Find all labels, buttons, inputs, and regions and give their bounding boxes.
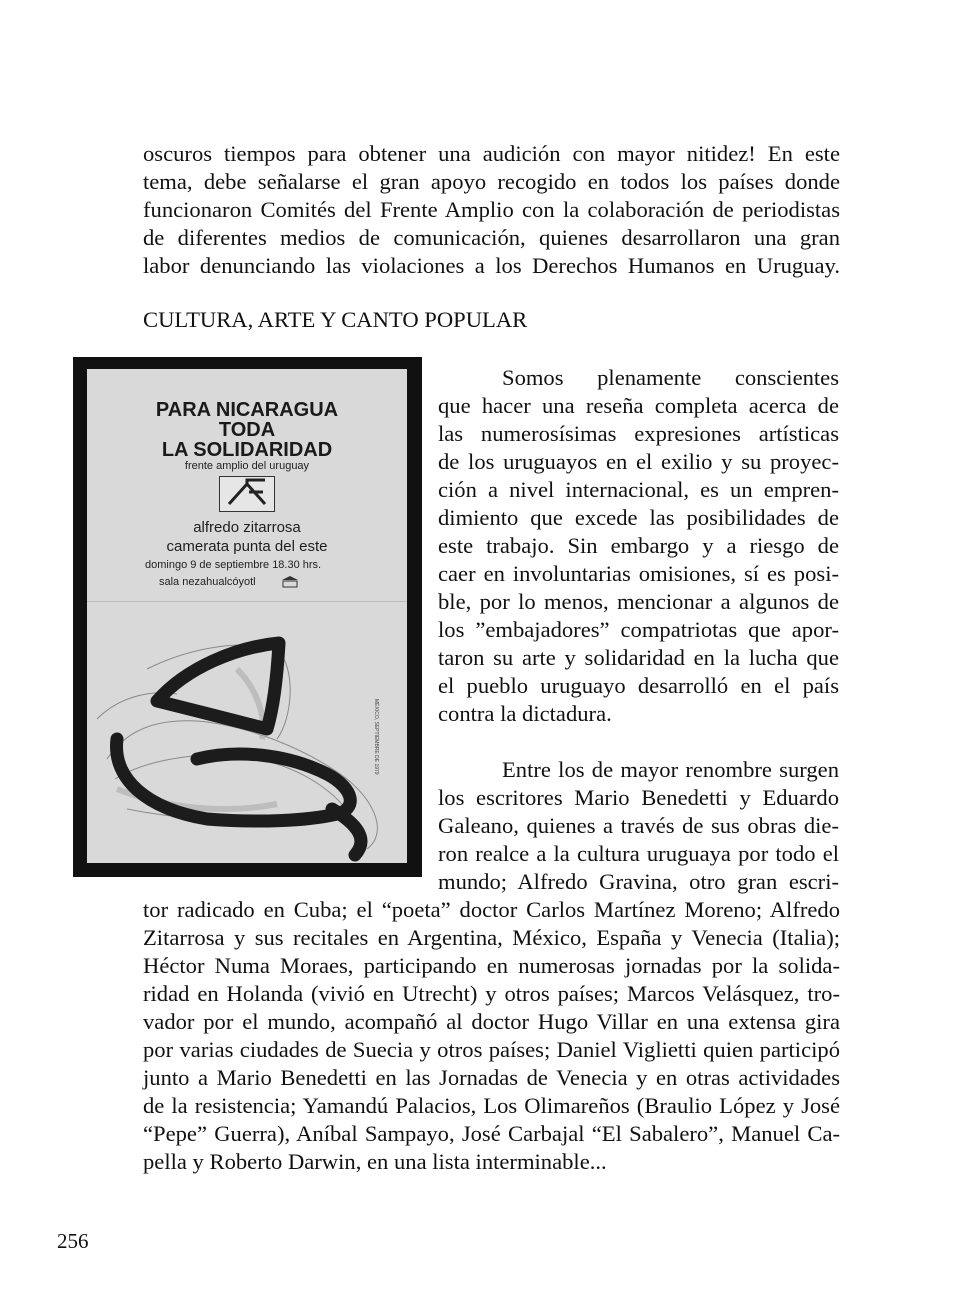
text-line: caer en involuntarias omisiones, sí es posi-: [438, 561, 839, 586]
text-line: ridad en Holanda (vivió en Utrecht) y otros países; Marcos Velásquez, tro-: [143, 981, 840, 1006]
poster-subtitle: frente amplio del uruguay: [184, 460, 310, 472]
section-heading: CULTURA, ARTE Y CANTO POPULAR: [143, 307, 528, 332]
text-line: Galeano, quienes a través de sus obras die-: [438, 813, 839, 838]
poster-sheet: [87, 369, 407, 863]
text-line: el pueblo uruguayo desarrolló en el país: [438, 673, 839, 698]
text-line: de diferentes medios de comunicación, quienes desarrollaron una gran: [143, 225, 840, 250]
text-line: mundo; Alfredo Gravina, otro gran escri-: [438, 869, 839, 894]
text-line: vador por el mundo, acompañó al doctor Hugo Villar en una extensa gira: [143, 1009, 840, 1034]
text-line: oscuros tiempos para obtener una audición con mayor nitidez! En este: [143, 141, 840, 166]
venue-building-icon: [281, 575, 299, 589]
poster-side-caption: MÉXICO, SEPTIEMBRE DE 1979: [373, 699, 379, 775]
abstract-brush-artwork: [87, 609, 407, 863]
text-line: dimiento que excede las posibilidades de: [438, 505, 839, 530]
poster-date-line: domingo 9 de septiembre 18.30 hrs.: [145, 559, 322, 571]
page-number: 256: [57, 1229, 89, 1253]
text-line: funcionaron Comités del Frente Amplio con la colaboración de periodistas: [143, 197, 840, 222]
text-line: este trabajo. Sin embargo y a riesgo de: [438, 533, 839, 558]
text-line: de los uruguayos en el exilio y su proyec-: [438, 449, 839, 474]
text-line: tor radicado en Cuba; el “poeta” doctor Carlos Martínez Moreno; Alfredo: [143, 897, 840, 922]
text-line: los escritores Mario Benedetti y Eduardo: [438, 785, 839, 810]
text-line: ble, por lo menos, mencionar a algunos de: [438, 589, 839, 614]
text-line: pella y Roberto Darwin, en una lista interminable...: [143, 1149, 607, 1174]
text-line: ron realce a la cultura uruguaya por todo el: [438, 841, 839, 866]
poster-venue: sala nezahualcóyotl: [159, 576, 256, 588]
text-line: los ”embajadores” compatriotas que apor-: [438, 617, 839, 642]
frente-amplio-logo-icon: [219, 476, 275, 512]
text-line: Somos plenamente conscientes: [502, 365, 839, 390]
text-line: las numerosísimas expresiones artísticas: [438, 421, 839, 446]
text-line: labor denunciando las violaciones a los Derechos Humanos en Uruguay.: [143, 253, 840, 278]
text-line: de la resistencia; Yamandú Palacios, Los Olimareños (Braulio López y José: [143, 1093, 840, 1118]
text-line: Entre los de mayor renombre surgen: [502, 757, 839, 782]
text-line: Zitarrosa y sus recitales en Argentina, México, España y Venecia (Italia);: [143, 925, 840, 950]
text-line: tema, debe señalarse el gran apoyo recogido en todos los países donde: [143, 169, 840, 194]
poster-title-line: TODA: [218, 419, 276, 441]
poster-artist-line: camerata punta del este: [166, 538, 328, 555]
poster-title-line: PARA NICARAGUA: [155, 399, 339, 421]
text-line: Héctor Numa Moraes, participando en numerosas jornadas por la solida-: [143, 953, 840, 978]
text-line: junto a Mario Benedetti en las Jornadas de Venecia y en otras actividades: [143, 1065, 840, 1090]
poster-artist-line: alfredo zitarrosa: [193, 519, 301, 536]
poster-fold-line: [87, 601, 407, 602]
text-line: “Pepe” Guerra), Aníbal Sampayo, José Carbajal “El Sabalero”, Manuel Ca-: [143, 1121, 840, 1146]
text-line: por varias ciudades de Suecia y otros países; Daniel Viglietti quien participó: [143, 1037, 840, 1062]
text-line: taron su arte y solidaridad en la lucha que: [438, 645, 839, 670]
poster-photo: [73, 357, 422, 877]
text-line: ción a nivel internacional, es un empren-: [438, 477, 839, 502]
poster-title-line: LA SOLIDARIDAD: [161, 439, 333, 461]
text-line: que hacer una reseña completa acerca de: [438, 393, 839, 418]
text-line: contra la dictadura.: [438, 701, 612, 726]
